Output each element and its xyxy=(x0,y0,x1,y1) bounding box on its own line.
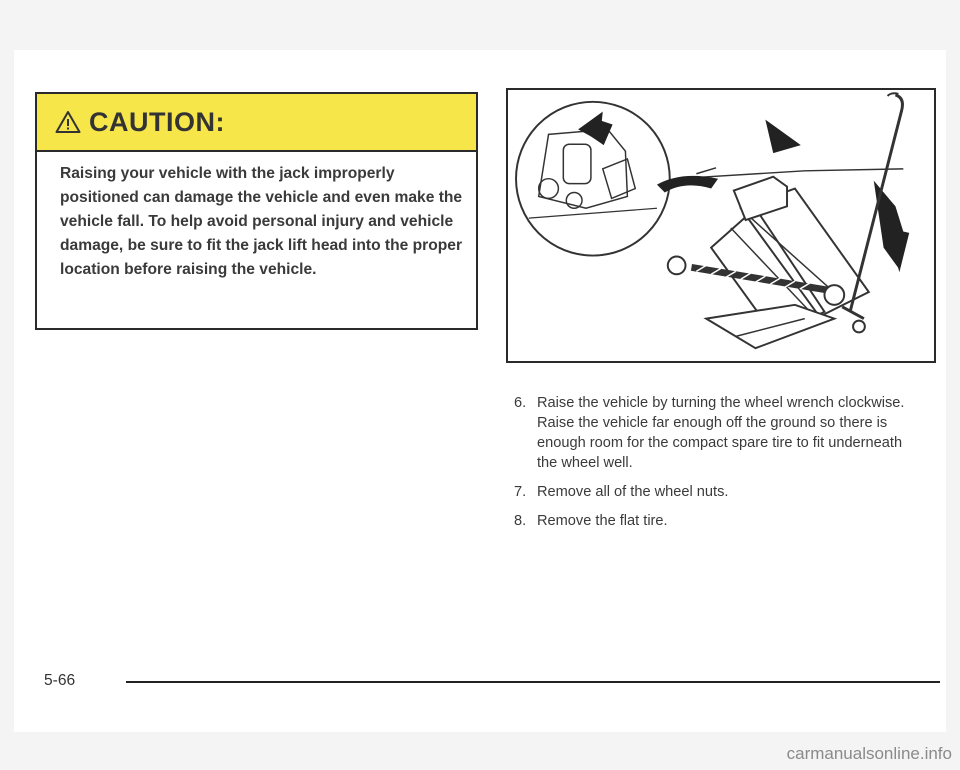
step-text: Raise the vehicle by turning the wheel wrench clockwise. Raise the vehicle far enough off the ground so there is enough room for the compact spare tire to fit underneath the wheel well. xyxy=(537,395,905,471)
list-item xyxy=(514,393,924,473)
list-item xyxy=(514,511,924,531)
list-item xyxy=(514,482,924,502)
watermark[interactable]: carmanualsonline.info xyxy=(786,744,952,763)
instruction-steps xyxy=(514,393,924,540)
caution-title: CAUTION: xyxy=(89,106,225,137)
step-number: 8. xyxy=(514,513,527,529)
caution-box xyxy=(35,92,478,330)
caution-text: Raising your vehicle with the jack improperly positioned can damage the vehicle and even make the vehicle fall. To help avoid personal injury and vehicle damage, be sure to fit the jack lift head into the proper location before raising the vehicle. xyxy=(60,165,463,278)
caution-header xyxy=(37,94,476,152)
page-number: 5-66 xyxy=(44,672,76,689)
manual-page xyxy=(14,50,946,732)
scissor-jack-illustration-icon xyxy=(508,90,934,361)
step-text: Remove all of the wheel nuts. xyxy=(537,484,729,500)
footer-divider xyxy=(126,681,940,683)
scissor-jack-figure xyxy=(506,88,936,363)
step-number: 6. xyxy=(514,395,527,411)
step-text: Remove the flat tire. xyxy=(537,513,668,529)
step-number: 7. xyxy=(514,484,527,500)
warning-triangle-icon xyxy=(55,110,81,134)
